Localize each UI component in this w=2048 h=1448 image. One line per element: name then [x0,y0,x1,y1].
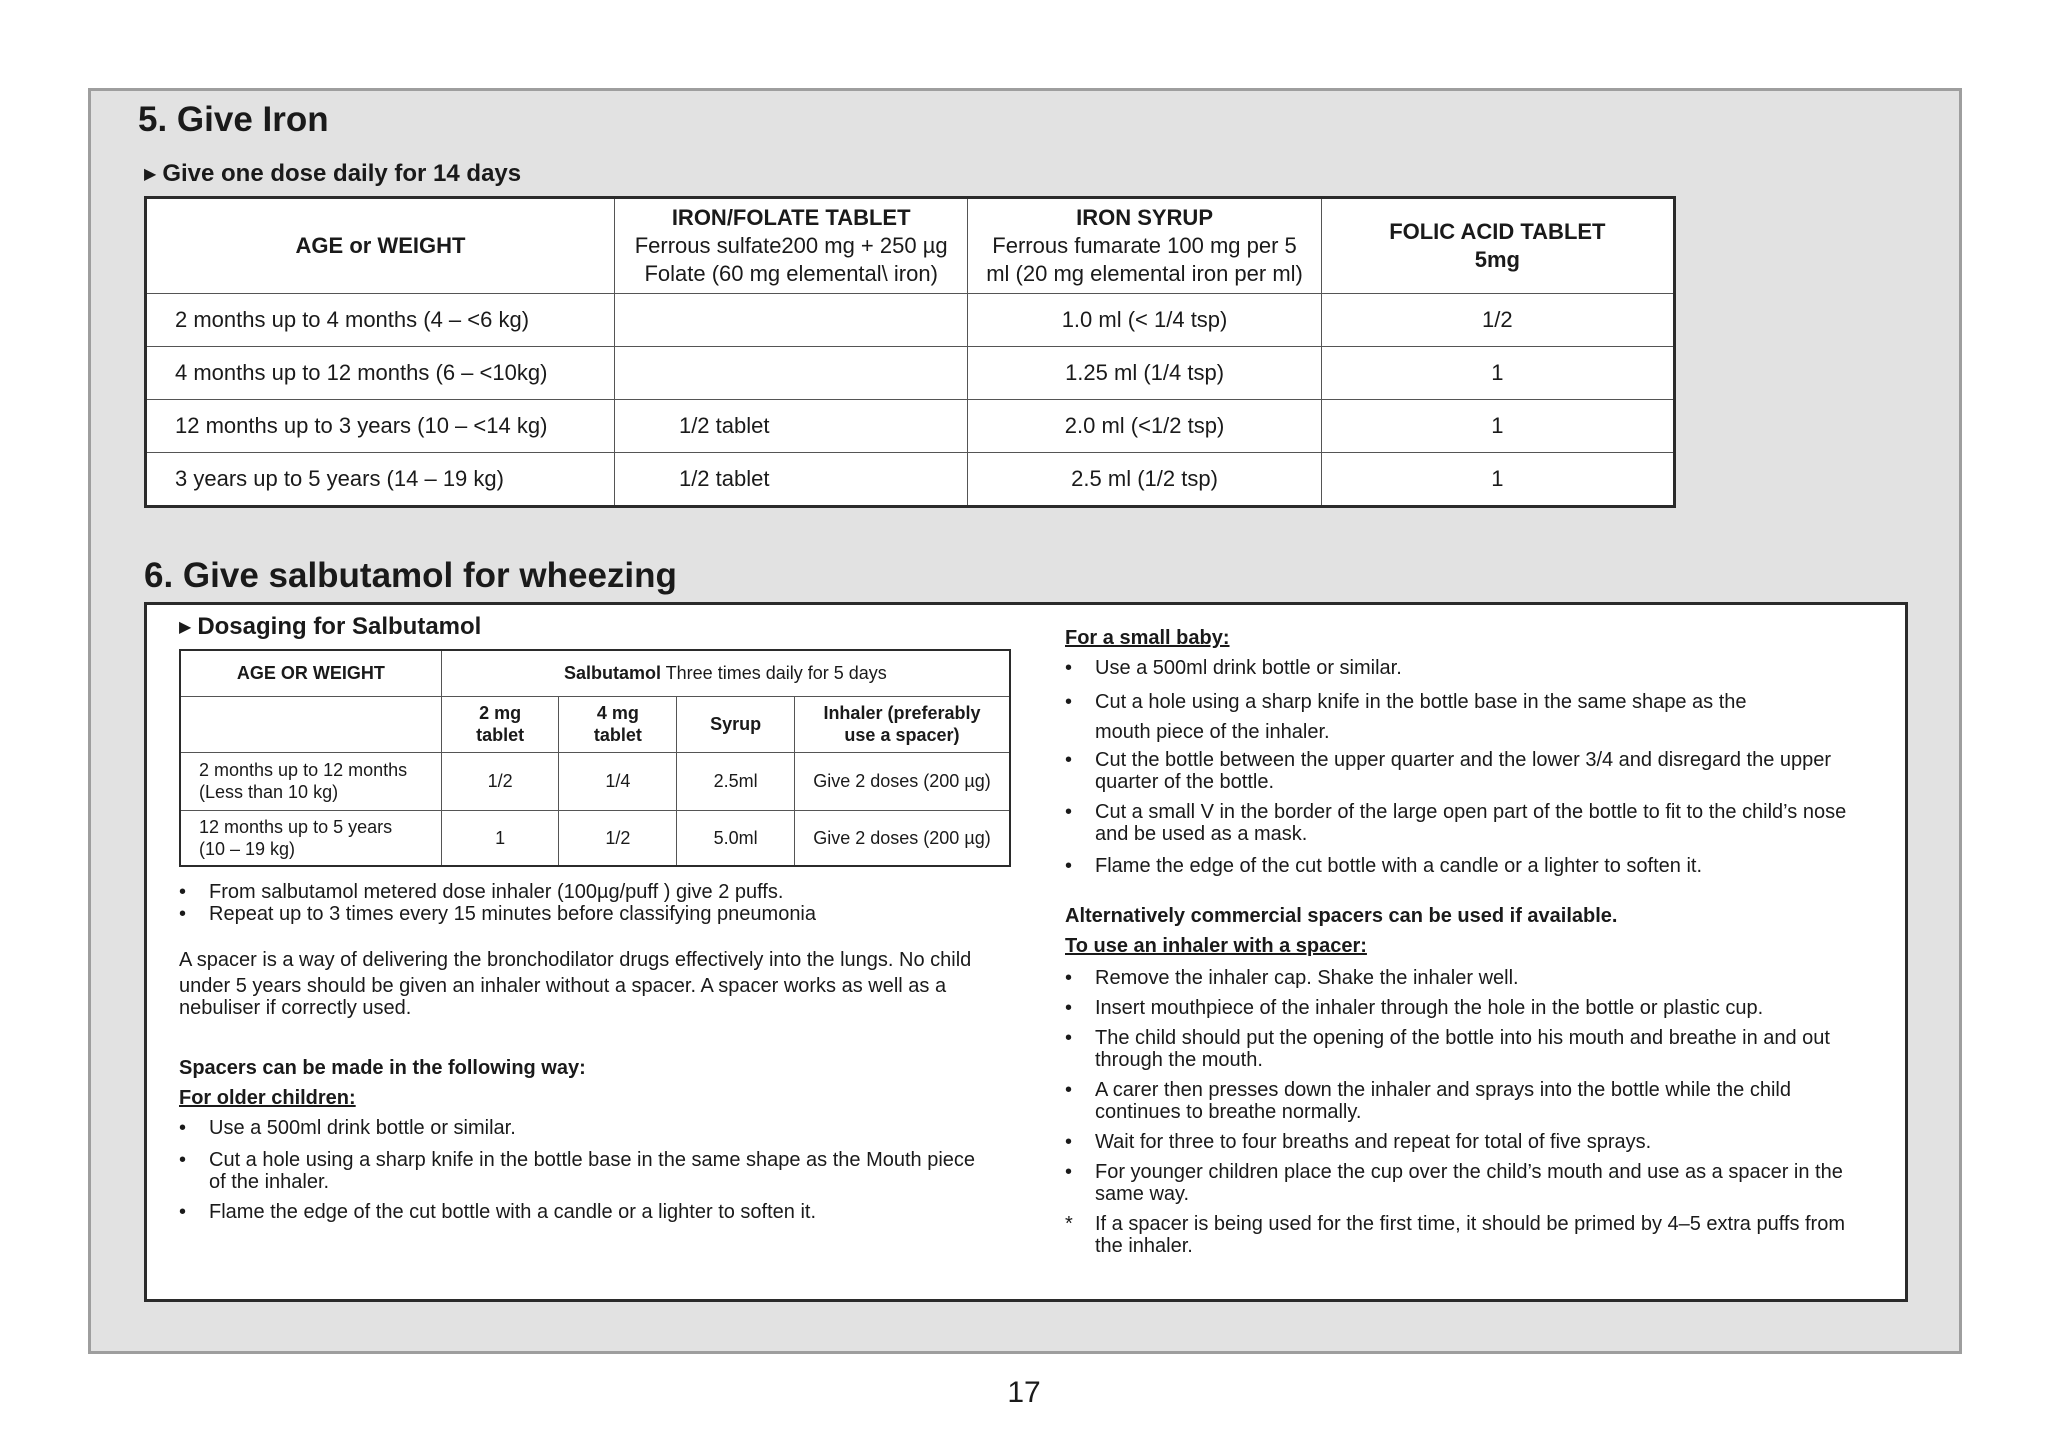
section6-title: 6. Give salbutamol for wheezing [144,556,677,595]
cell-age: 3 years up to 5 years (14 – 19 kg) [146,453,615,507]
cell-age: 12 months up to 5 years (10 – 19 kg) [180,810,441,866]
cell-folic: 1 [1321,453,1674,507]
salbutamol-notes [179,881,1019,925]
header-2mg-tablet: 2 mg tablet [441,696,559,752]
cell-4mg: 1/4 [559,752,677,810]
bullet-triangle-icon: ▶ [179,619,192,636]
section5-subtitle-text: Give one dose daily for 14 days [162,160,522,187]
section5-title: 5. Give Iron [138,100,329,139]
table-row [146,294,1675,347]
table-subheader-row [180,696,1010,752]
cell-folic: 1 [1321,347,1674,400]
small-baby-heading: For a small baby: [1065,627,1230,649]
header-inhaler: Inhaler (preferably use a spacer) [794,696,1010,752]
salbutamol-box [144,602,1908,1302]
cell-syrup: 1.0 ml (< 1/4 tsp) [968,294,1321,347]
section6-subtitle-text: Dosaging for Salbutamol [197,613,482,640]
header-4mg-tablet: 4 mg tablet [559,696,677,752]
list-item: • Use a 500ml drink bottle or similar. [1065,657,1402,679]
list-item: • Remove the inhaler cap. Shake the inhaler well. [1065,967,1519,989]
cell-age: 2 months up to 12 months (Less than 10 kg) [180,752,441,810]
header-folic-acid-tablet: FOLIC ACID TABLET 5mg [1321,198,1674,294]
list-item: • Cut a hole using a sharp knife in the bottle base in the same shape as the Mouth piece of the inhaler. [179,1149,976,1193]
table-header-row [146,198,1675,294]
list-item: • From salbutamol metered dose inhaler (100µg/puff ) give 2 puffs. [179,881,784,903]
cell-tablet [614,294,967,347]
list-item: • Flame the edge of the cut bottle with a candle or a lighter to soften it. [179,1201,817,1223]
list-item: • Flame the edge of the cut bottle with a candle or a lighter to soften it. [1065,855,1703,877]
cell-age: 2 months up to 4 months (4 – <6 kg) [146,294,615,347]
header-salbutamol: Salbutamol Three times daily for 5 days [441,650,1010,696]
cell-folic: 1 [1321,400,1674,453]
alternative-spacers-note: Alternatively commercial spacers can be used if available. [1065,905,1618,927]
list-item: • Repeat up to 3 times every 15 minutes before classifying pneumonia [179,903,817,925]
salbutamol-dosage-table [179,649,1011,867]
cell-syrup: 2.5 ml (1/2 tsp) [968,453,1321,507]
header-iron-folate-tablet: IRON/FOLATE TABLET Ferrous sulfate200 mg + 250 µg Folate (60 mg elemental\ iron) [614,198,967,294]
cell-syrup: 2.0 ml (<1/2 tsp) [968,400,1321,453]
cell-inhaler: Give 2 doses (200 µg) [794,752,1010,810]
table-row [146,453,1675,507]
section6-subtitle [179,613,481,641]
header-age: AGE or WEIGHT [146,198,615,294]
cell-syrup: 2.5ml [677,752,795,810]
list-item: • A carer then presses down the inhaler and sprays into the bottle while the child continues to breathe normally. [1065,1079,1791,1123]
table-header-row [180,650,1010,696]
cell-age: 4 months up to 12 months (6 – <10kg) [146,347,615,400]
iron-dosage-table [144,196,1676,508]
table-row [180,810,1010,866]
list-item: • Cut a small V in the border of the large open part of the bottle to fit to the child’s nose and be used as a mask. [1065,801,1847,845]
cell-2mg: 1 [441,810,559,866]
cell-4mg: 1/2 [559,810,677,866]
list-item: • Insert mouthpiece of the inhaler through the hole in the bottle or plastic cup. [1065,997,1764,1019]
small-baby-list [1065,657,1895,877]
list-item: • For younger children place the cup over the child’s mouth and use as a spacer in the same way. [1065,1161,1843,1205]
older-children-list [179,1117,1019,1223]
cell-tablet: 1/2 tablet [614,400,967,453]
cell-tablet [614,347,967,400]
list-item: * If a spacer is being used for the first time, it should be primed by 4–5 extra puffs from the inhaler. [1065,1213,1845,1257]
table-row [146,400,1675,453]
cell-age: 12 months up to 3 years (10 – <14 kg) [146,400,615,453]
cell-syrup: 1.25 ml (1/4 tsp) [968,347,1321,400]
cell-tablet: 1/2 tablet [614,453,967,507]
cell-folic: 1/2 [1321,294,1674,347]
cell-syrup: 5.0ml [677,810,795,866]
cell-inhaler: Give 2 doses (200 µg) [794,810,1010,866]
older-children-heading: For older children: [179,1087,356,1109]
use-inhaler-heading: To use an inhaler with a spacer: [1065,935,1367,957]
cell-2mg: 1/2 [441,752,559,810]
header-syrup: Syrup [677,696,795,752]
spacer-paragraph: A spacer is a way of delivering the bronchodilator drugs effectively into the lungs. No child under 5 years should be given an inhaler without a spacer. A spacer works as well as a nebuliser if correctly used. [179,949,972,1019]
list-item: • The child should put the opening of the bottle into his mouth and breathe in and out through the mouth. [1065,1027,1830,1071]
bullet-triangle-icon: ▶ [144,166,157,183]
list-item: • Wait for three to four breaths and repeat for total of five sprays. [1065,1131,1652,1153]
spacers-heading: Spacers can be made in the following way: [179,1057,586,1079]
list-item: • Cut a hole using a sharp knife in the bottle base in the same shape as the mouth piece of the inhaler. [1065,691,1747,743]
header-iron-syrup: IRON SYRUP Ferrous fumarate 100 mg per 5 ml (20 mg elemental iron per ml) [968,198,1321,294]
table-row [180,752,1010,810]
header-age: AGE OR WEIGHT [180,650,441,696]
page-number: 17 [1007,1376,1041,1409]
table-row [146,347,1675,400]
list-item: • Cut the bottle between the upper quarter and the lower 3/4 and disregard the upper quarter of the bottle. [1065,749,1832,793]
list-item: • Use a 500ml drink bottle or similar. [179,1117,516,1139]
section5-subtitle [144,160,521,188]
use-inhaler-list [1065,967,1895,1257]
header-empty [180,696,441,752]
